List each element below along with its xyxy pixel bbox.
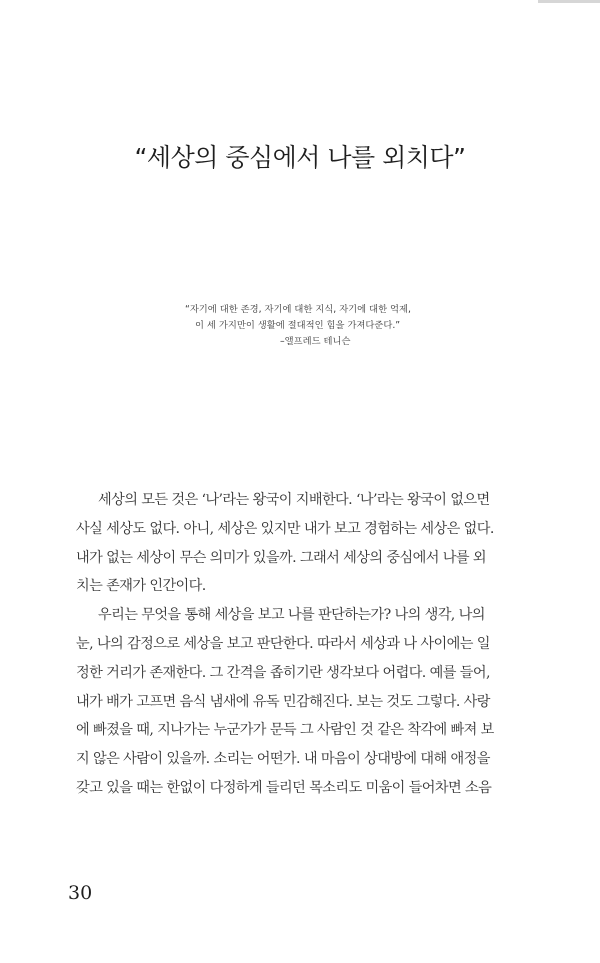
body-line: 에 빠졌을 때, 지나가는 누군가가 문득 그 사람인 것 같은 착각에 빠져 보 xyxy=(76,722,494,739)
epigraph-attribution: –앨프레드 테니슨 xyxy=(280,336,351,347)
body-line: 치는 존재가 인간이다. xyxy=(76,578,206,595)
epigraph xyxy=(180,302,440,350)
body-text xyxy=(76,486,568,803)
body-line: 우리는 무엇을 통해 세상을 보고 나를 판단하는가? 나의 생각, 나의 xyxy=(98,607,485,624)
body-line: 세상의 모든 것은 ‘나’라는 왕국이 지배한다. ‘나’라는 왕국이 없으면 xyxy=(98,492,490,508)
page-number: 30 xyxy=(68,882,93,904)
epigraph-line: “자기에 대한 존경, 자기에 대한 지식, 자기에 대한 억제, xyxy=(185,304,411,315)
body-line: 사실 세상도 없다. 아니, 세상은 있지만 내가 보고 경험하는 세상은 없다. xyxy=(76,520,494,537)
body-line: 정한 거리가 존재한다. 그 간격을 좁히기란 생각보다 어렵다. 예를 들어, xyxy=(76,664,490,681)
body-line: 내가 없는 세상이 무슨 의미가 있을까. 그래서 세상의 중심에서 나를 외 xyxy=(76,549,486,566)
epigraph-line: 이 세 가지만이 생활에 절대적인 힘을 가져다준다.” xyxy=(195,320,401,331)
body-line: 눈, 나의 감정으로 세상을 보고 판단한다. 따라서 세상과 나 사이에는 일 xyxy=(76,635,490,652)
top-edge-rule xyxy=(538,0,600,3)
body-line: 내가 배가 고프면 음식 냄새에 유독 민감해진다. 보는 것도 그렇다. 사랑 xyxy=(76,693,490,710)
body-line: 지 않은 사람이 있을까. 소리는 어떤가. 내 마음이 상대방에 대해 애정을 xyxy=(76,751,490,768)
body-line: 갖고 있을 때는 한없이 다정하게 들리던 목소리도 미움이 들어차면 소음 xyxy=(76,779,492,796)
chapter-title: “세상의 중심에서 나를 외치다” xyxy=(134,143,466,172)
